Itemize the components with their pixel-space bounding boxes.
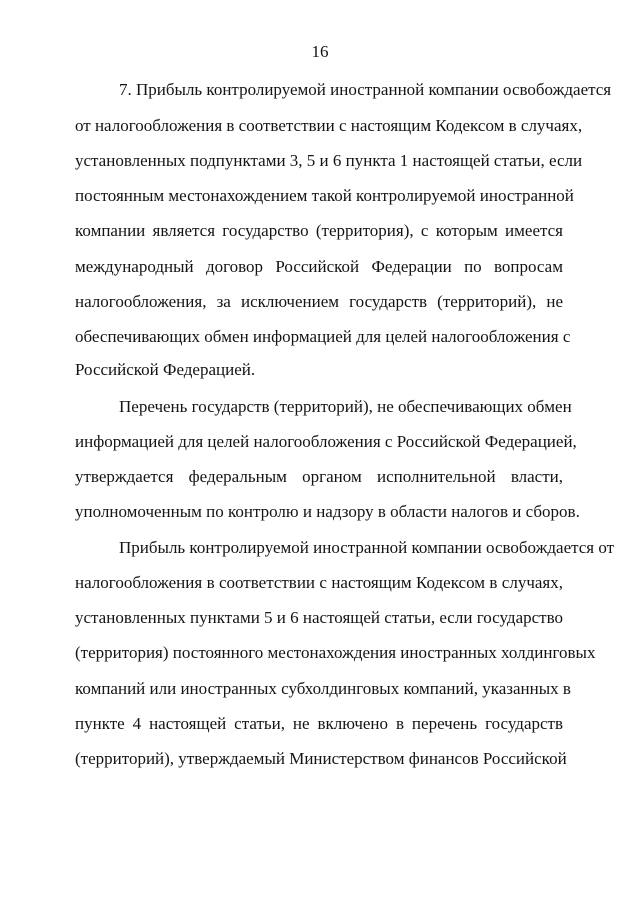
text-line: международный договор Российской Федерации по вопросам	[75, 257, 563, 276]
text-line: компаний или иностранных субхолдинговых компаний, указанных в	[75, 679, 571, 698]
text-line: установленных подпунктами 3, 5 и 6 пункта 1 настоящей статьи, если	[75, 151, 583, 170]
text-line: Российской Федерацией.	[75, 360, 256, 379]
text-line: от налогообложения в соответствии с настоящим Кодексом в случаях,	[75, 116, 583, 135]
text-line: уполномоченным по контролю и надзору в области налогов и сборов.	[75, 502, 580, 521]
text-line: (территория) постоянного местонахождения иностранных холдинговых	[75, 643, 596, 662]
text-line: Прибыль контролируемой иностранной компании освобождается от	[119, 538, 615, 557]
text-line: пункте 4 настоящей статьи, не включено в перечень государств	[75, 714, 563, 733]
page-number: 16	[311, 42, 329, 61]
text-line: Перечень государств (территорий), не обеспечивающих обмен	[119, 397, 572, 416]
text-line: компании является государство (территория), с которым имеется	[75, 221, 563, 240]
text-line: утверждается федеральным органом исполнительной власти,	[75, 467, 563, 486]
text-line: (территорий), утверждаемый Министерством финансов Российской	[75, 749, 567, 768]
text-line: информацией для целей налогообложения с Российской Федерацией,	[75, 432, 577, 451]
text-line: 7. Прибыль контролируемой иностранной компании освобождается	[119, 80, 612, 99]
text-line: установленных пунктами 5 и 6 настоящей статьи, если государство	[75, 608, 563, 627]
text-line: налогообложения в соответствии с настоящим Кодексом в случаях,	[75, 573, 563, 592]
text-line: постоянным местонахождением такой контролируемой иностранной	[75, 186, 574, 205]
text-line: обеспечивающих обмен информацией для целей налогообложения с	[75, 327, 571, 346]
text-line: налогообложения, за исключением государств (территорий), не	[75, 292, 563, 311]
